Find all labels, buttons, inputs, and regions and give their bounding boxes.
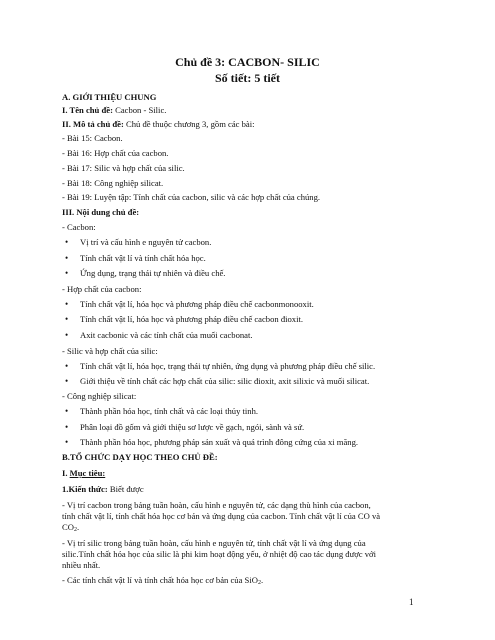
knowledge-line [62,484,144,494]
topic-description-line [62,119,255,129]
group-heading-silicat: - Công nghiệp silicat: [62,391,137,401]
lesson-item: - Bài 18: Công nghiệp silicat. [62,178,164,188]
content-heading: III. Nội dung chủ đề: [62,207,140,217]
bullet-icon: • [65,437,69,447]
paragraph-line [62,522,79,532]
bullet-item: Tính chất vật lí, hóa học và phương pháp điều chế cacbonmonooxit. [80,299,314,309]
formula-subscript: 2 [257,580,261,586]
group-heading-cacbon: - Cacbon: [62,222,96,232]
bullet-item: Axit cacbonic và các tính chất của muối cacbonat. [80,330,253,340]
bullet-icon: • [65,268,69,278]
bullet-icon: • [65,422,69,432]
bullet-icon: • [65,299,69,309]
document-title: Chủ đề 3: CACBON- SILIC [175,55,320,69]
objectives-heading [62,468,105,478]
paragraph-line: nhiều nhất. [62,560,101,570]
bullet-item: Ứng dụng, trạng thái tự nhiên và điều chế. [80,268,226,278]
section-b-heading: B.TỔ CHỨC DẠY HỌC THEO CHỦ ĐỀ: [62,452,218,462]
topic-name-label: I. Tên chủ đề: [62,105,113,115]
paragraph-line: - Vị trí silic trong bảng tuần hoàn, cấu hình e nguyên tử, tính chất vật lí và ứng dụng của [62,538,366,548]
topic-description-value: Chủ đề thuộc chương 3, gồm các bài: [123,119,255,129]
paragraph-line: - Vị trí cacbon trong bảng tuần hoàn, cấu hình e nguyên tử, các dạng thù hình của cacbon, [62,500,371,510]
formula-subscript: 2 [73,527,77,533]
topic-name-line [62,105,166,115]
bullet-icon: • [65,253,69,263]
formula-end: . [260,575,264,585]
objectives-number: I. [62,468,70,478]
bullet-item: Thành phần hóa học, tính chất và các loại thủy tinh. [80,406,259,416]
bullet-item: Tính chất vật lí và tính chất hóa học. [80,253,206,263]
formula-end: . [76,522,80,532]
page-number: 1 [409,597,414,607]
bullet-item: Vị trí và cấu hình e nguyên tử cacbon. [80,237,212,247]
lesson-item: - Bài 17: Silic và hợp chất của silic. [62,163,185,173]
bullet-icon: • [65,406,69,416]
group-heading-cacbon-compounds: - Hợp chất của cacbon: [62,284,142,294]
topic-description-label: II. Mô tả chủ đề: [62,119,124,129]
lesson-item: - Bài 16: Hợp chất của cacbon. [62,148,169,158]
paragraph-line [62,575,263,585]
bullet-item: Tính chất vật lí, hóa học, trạng thái tự nhiên, ứng dụng và phương pháp điều chế silic. [80,361,376,371]
formula-text: - Các tính chất vật lí và tính chất hóa học cơ bản của SiO [62,575,258,585]
knowledge-label: 1.Kiến thức: [62,484,108,494]
bullet-icon: • [65,361,69,371]
document-subtitle: Số tiết: 5 tiết [215,71,280,85]
bullet-icon: • [65,237,69,247]
bullet-icon: • [65,376,69,386]
knowledge-value: Biết được [107,484,144,494]
group-heading-silic: - Silic và hợp chất của silic: [62,346,158,356]
bullet-item: Giới thiệu về tính chất các hợp chất của silic: silic đioxit, axit silixic và muối silicat. [80,376,370,386]
bullet-item: Phân loại đồ gốm và giới thiệu sơ lược về gạch, ngói, sành và sứ. [80,422,305,432]
paragraph-line: tính chất vật lí, tính chất hóa học cơ bản và ứng dụng của cacbon. Tính chất vật lí của CO và [62,511,381,521]
bullet-item: Thành phần hóa học, phương pháp sản xuất và quá trình đông cứng của xi măng. [80,437,359,447]
lesson-item: - Bài 15: Cacbon. [62,133,123,143]
objectives-label: Mục tiêu: [69,468,106,478]
section-a-heading: A. GIỚI THIỆU CHUNG [62,92,157,102]
bullet-item: Tính chất vật lí, hóa học và phương pháp điều chế cacbon đioxit. [80,314,304,324]
paragraph-line: silic.Tính chất hóa học của silic là phi kim hoạt động yếu, ở nhiệt độ cao tác dụng được với [62,549,376,559]
bullet-icon: • [65,314,69,324]
formula-text: CO [62,522,74,532]
topic-name-value: Cacbon - Silic. [112,105,167,115]
bullet-icon: • [65,330,69,340]
lesson-item: - Bài 19: Luyện tập: Tính chất của cacbon, silic và các hợp chất của chúng. [62,192,321,202]
